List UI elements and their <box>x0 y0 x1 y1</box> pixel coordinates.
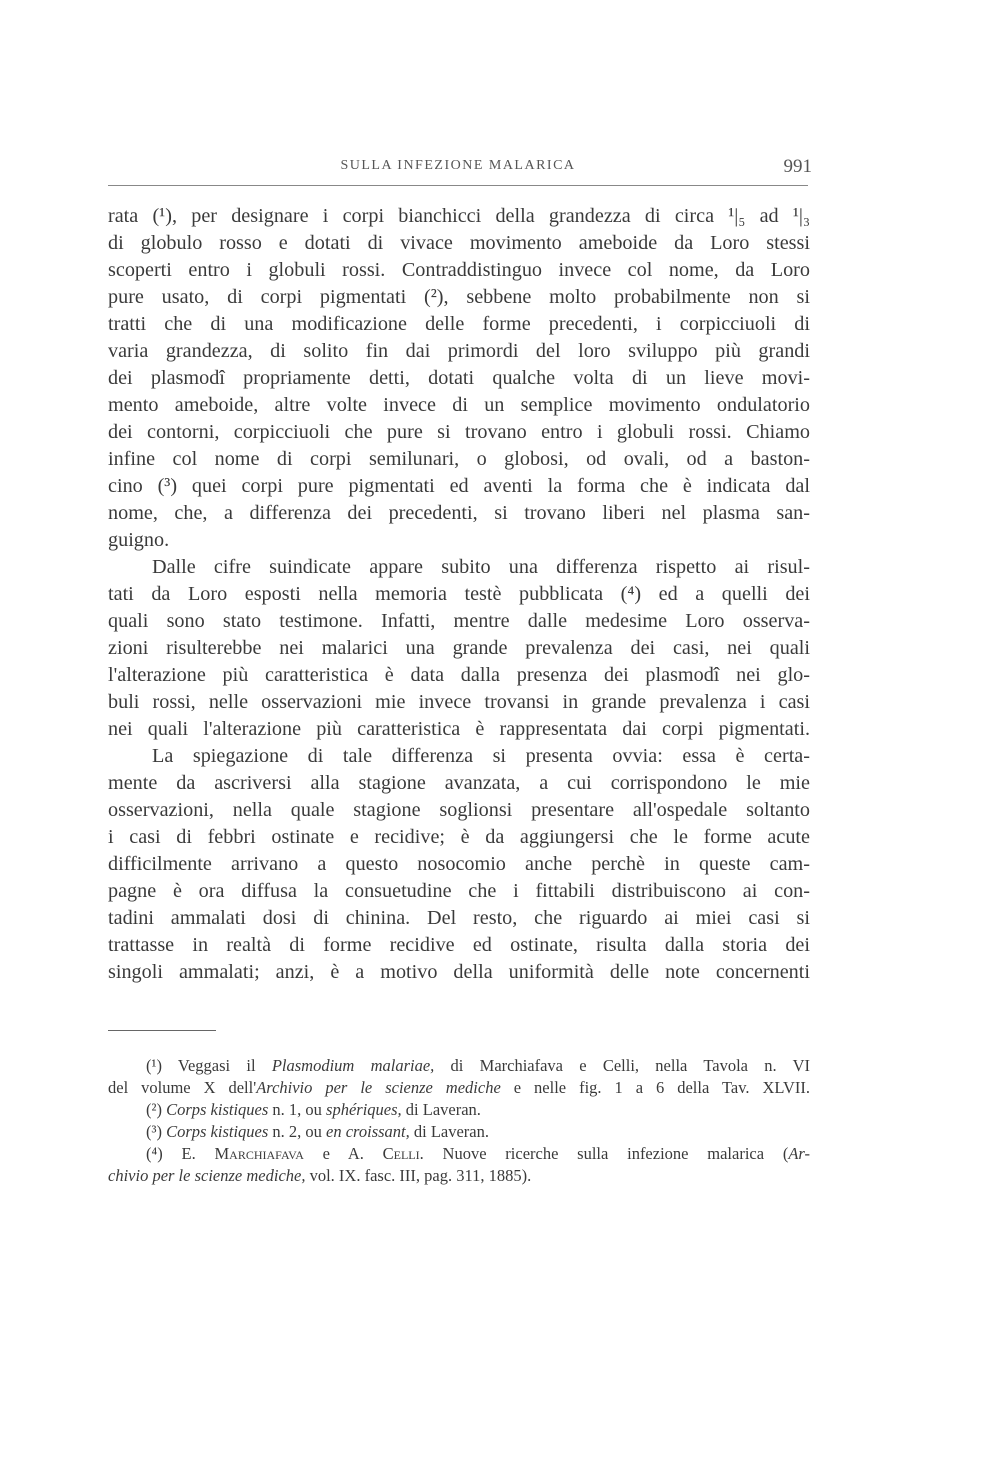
footnote-text: e nelle fig. 1 a 6 della Tav. XLVII. <box>500 1078 811 1097</box>
text-line: difficilmente arrivano a questo nosocomio anche perchè in queste cam- <box>108 853 810 875</box>
footnote-italic: Corps kistiques <box>166 1122 269 1141</box>
footnote-mark: (³) <box>146 1122 162 1141</box>
text-line: mento ameboide, altre volte invece di un semplice movimento ondulatorio <box>108 394 810 416</box>
header-rule <box>108 185 808 186</box>
text-line: nome, che, a differenza dei precedenti, si trovano liberi nel plasma san- <box>108 502 810 524</box>
running-title: SULLA INFEZIONE MALARICA <box>340 158 576 173</box>
text-line: rata (¹), per designare i corpi bianchicci della grandezza di circa ¹|₅ ad ¹|₃ <box>108 205 810 227</box>
footnote-text: di Laveran. <box>401 1100 481 1119</box>
text-line: dei plasmodî propriamente detti, dotati qualche volta di un lieve movi- <box>108 367 810 389</box>
text-line: mente da ascriversi alla stagione avanzata, a cui corrispondono le mie <box>108 772 810 794</box>
footnote-mark: (¹) <box>146 1056 162 1075</box>
text-line: i casi di febbri ostinate e recidive; è da aggiungersi che le forme acute <box>108 826 810 848</box>
footnote-text: di Laveran. <box>409 1122 490 1141</box>
footnote-text: Veggasi il <box>161 1056 272 1075</box>
text-line: osservazioni, nella quale stagione soglionsi presentare all'ospedale soltanto <box>108 799 810 821</box>
footnote-italic: chivio per le scienze mediche, <box>108 1166 306 1185</box>
footnote-text: . Nuove ricerche sulla infezione malarica ( <box>419 1144 789 1163</box>
text-line: pagne è ora diffusa la consuetudine che i fittabili distribuiscono ai con- <box>108 880 810 902</box>
footnote-4 <box>108 1143 810 1165</box>
footnote-text: del volume X dell' <box>108 1078 257 1097</box>
text-line: scoperti entro i globuli rossi. Contraddistinguo invece col nome, da Loro <box>108 259 810 281</box>
footnote-italic: Ar- <box>788 1144 810 1163</box>
footnote-text: di Marchiafava e Celli, nella Tavola n. VI <box>434 1056 810 1075</box>
running-header <box>108 156 812 184</box>
footnote-mark: (²) <box>146 1100 162 1119</box>
footnote-italic: en croissant, <box>326 1122 410 1141</box>
footnote-text: n. 2, ou <box>268 1122 327 1141</box>
footnote-mark: (⁴) <box>146 1144 163 1163</box>
footnote-text: n. 1, ou <box>268 1100 327 1119</box>
footnote-1 <box>108 1055 810 1077</box>
text-line: infine col nome di corpi semilunari, o globosi, od ovali, od a baston- <box>108 448 810 470</box>
text-line: tratti che di una modificazione delle forme precedenti, i corpicciuoli di <box>108 313 810 335</box>
footnote-text: e A. <box>303 1144 383 1163</box>
footnote-1-cont <box>108 1077 810 1099</box>
footnote-rule <box>108 1030 216 1031</box>
footnote-text: E. <box>162 1144 215 1163</box>
footnote-text: vol. IX. fasc. III, pag. 311, 1885). <box>305 1166 532 1185</box>
footnote-3 <box>108 1121 810 1143</box>
text-line: La spiegazione di tale differenza si presenta ovvia: essa è certa- <box>152 745 810 767</box>
text-line: zioni risulterebbe nei malarici una grande prevalenza dei casi, nei quali <box>108 637 810 659</box>
text-line: quali sono stato testimone. Infatti, mentre dalle medesime Loro osserva- <box>108 610 810 632</box>
text-line: pure usato, di corpi pigmentati (²), sebbene molto probabilmente non si <box>108 286 810 308</box>
footnote-italic: Archivio per le scienze mediche <box>256 1078 501 1097</box>
text-line: tati da Loro esposti nella memoria testè pubblicata (⁴) ed a quelli dei <box>108 583 810 605</box>
text-line: tadini ammalati dosi di chinina. Del resto, che riguardo ai miei casi si <box>108 907 810 929</box>
footnote-italic: Corps kistiques <box>166 1100 269 1119</box>
footnote-4-cont <box>108 1165 810 1187</box>
footnote-italic: Plasmodium malariae, <box>271 1056 435 1075</box>
text-line: di globulo rosso e dotati di vivace movimento ameboide da Loro stessi <box>108 232 810 254</box>
text-line: Dalle cifre suindicate appare subito una differenza rispetto ai risul- <box>152 556 810 578</box>
footnote-author: Celli <box>382 1144 420 1163</box>
text-line: varia grandezza, di solito fin dai primordi del loro sviluppo più grandi <box>108 340 810 362</box>
page-number: 991 <box>783 156 812 177</box>
text-line: singoli ammalati; anzi, è a motivo della uniformità delle note concernenti <box>108 961 810 983</box>
text-line: guigno. <box>108 529 170 551</box>
text-line: l'alterazione più caratteristica è data dalla presenza dei plasmodî nei glo- <box>108 664 810 686</box>
text-line: nei quali l'alterazione più caratteristica è rappresentata dai corpi pigmentati. <box>108 718 810 740</box>
footnotes <box>108 1055 810 1187</box>
footnote-2 <box>108 1099 810 1121</box>
text-line: dei contorni, corpicciuoli che pure si trovano entro i globuli rossi. Chiamo <box>108 421 810 443</box>
text-line: cino (³) quei corpi pure pigmentati ed aventi la forma che è indicata dal <box>108 475 810 497</box>
footnote-author: Marchiafava <box>214 1144 304 1163</box>
text-line: buli rossi, nelle osservazioni mie invece trovansi in grande prevalenza i casi <box>108 691 810 713</box>
body-text <box>108 203 810 986</box>
footnote-italic: sphériques, <box>326 1100 402 1119</box>
text-line: trattasse in realtà di forme recidive ed ostinate, risulta dalla storia dei <box>108 934 810 956</box>
